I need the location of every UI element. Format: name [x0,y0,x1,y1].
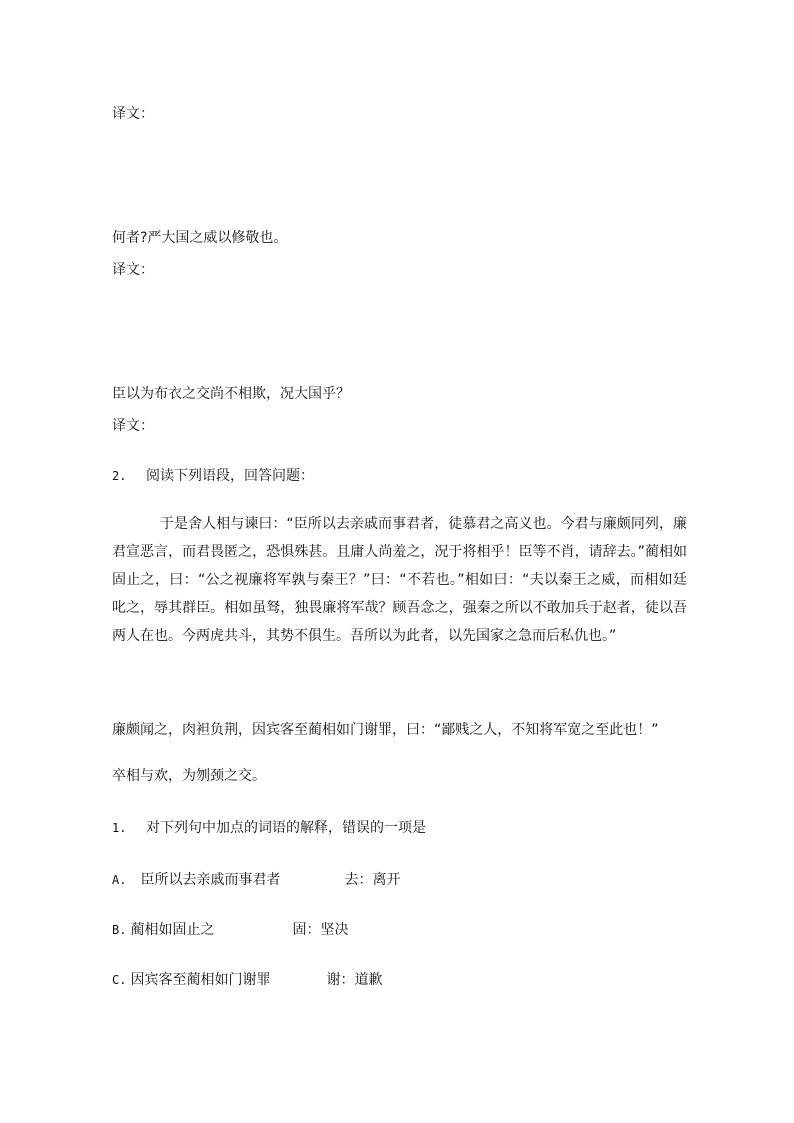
translation-label: 译文： [112,262,154,278]
option-sentence: 蔺相如固止之 [130,922,215,938]
passage-paragraph: 廉颇闻之，肉袒负荆，因宾客至蔺相如门谢罪，曰：“鄙贱之人，不知将军宽之至此也！” [112,722,659,738]
option-c [112,970,382,990]
option-key: A. [112,873,127,887]
option-gloss: 去：离开 [344,872,401,888]
option-sentence: 臣所以去亲戚而事君者 [140,872,281,888]
question-text: 对下列句中加点的词语的解释，错误的一项是 [146,820,426,836]
question-number: 2. [112,469,127,483]
option-gloss: 谢：道歉 [326,972,383,988]
option-sentence: 因宾客至蔺相如门谢罪 [130,972,271,988]
translation-label: 译文： [112,106,154,122]
option-key: B. [112,923,127,937]
question-number: 1. [112,821,127,835]
question-text: 阅读下列语段，回答问题： [146,468,314,484]
source-sentence: 臣以为布衣之交尚不相欺，况大国乎？ [112,386,350,402]
passage-paragraph: 于是舍人相与谏曰：“臣所以去亲戚而事君者，徒慕君之高义也。今君与廉颇同列，廉君宣恶言，而君畏匿之，恐惧殊甚。且庸人尚羞之，况于将相乎！臣等不肖，请辞去。”蔺相如固止之，曰：“公之视廉将军孰与秦王？”曰：“不若也。”相如曰：“夫以秦王之威，而相如廷叱之，辱其群臣。相如虽驽，独畏廉将军哉？顾吾念之，强秦之所以不敢加兵于赵者，徒以吾两人在也。今两虎共斗，其势不俱生。吾所以为此者，以先国家之急而后私仇也。” [112,516,687,644]
passage-paragraph: 卒相与欢，为刎颈之交。 [112,768,266,784]
translation-label: 译文： [112,418,154,434]
sub-question [112,818,426,838]
question-heading [112,466,314,486]
source-sentence: 何者?严大国之威以修敬也。 [112,230,288,246]
option-key: C. [112,973,127,987]
option-b [112,920,348,940]
option-a [112,870,400,890]
option-gloss: 固：坚决 [292,922,349,938]
